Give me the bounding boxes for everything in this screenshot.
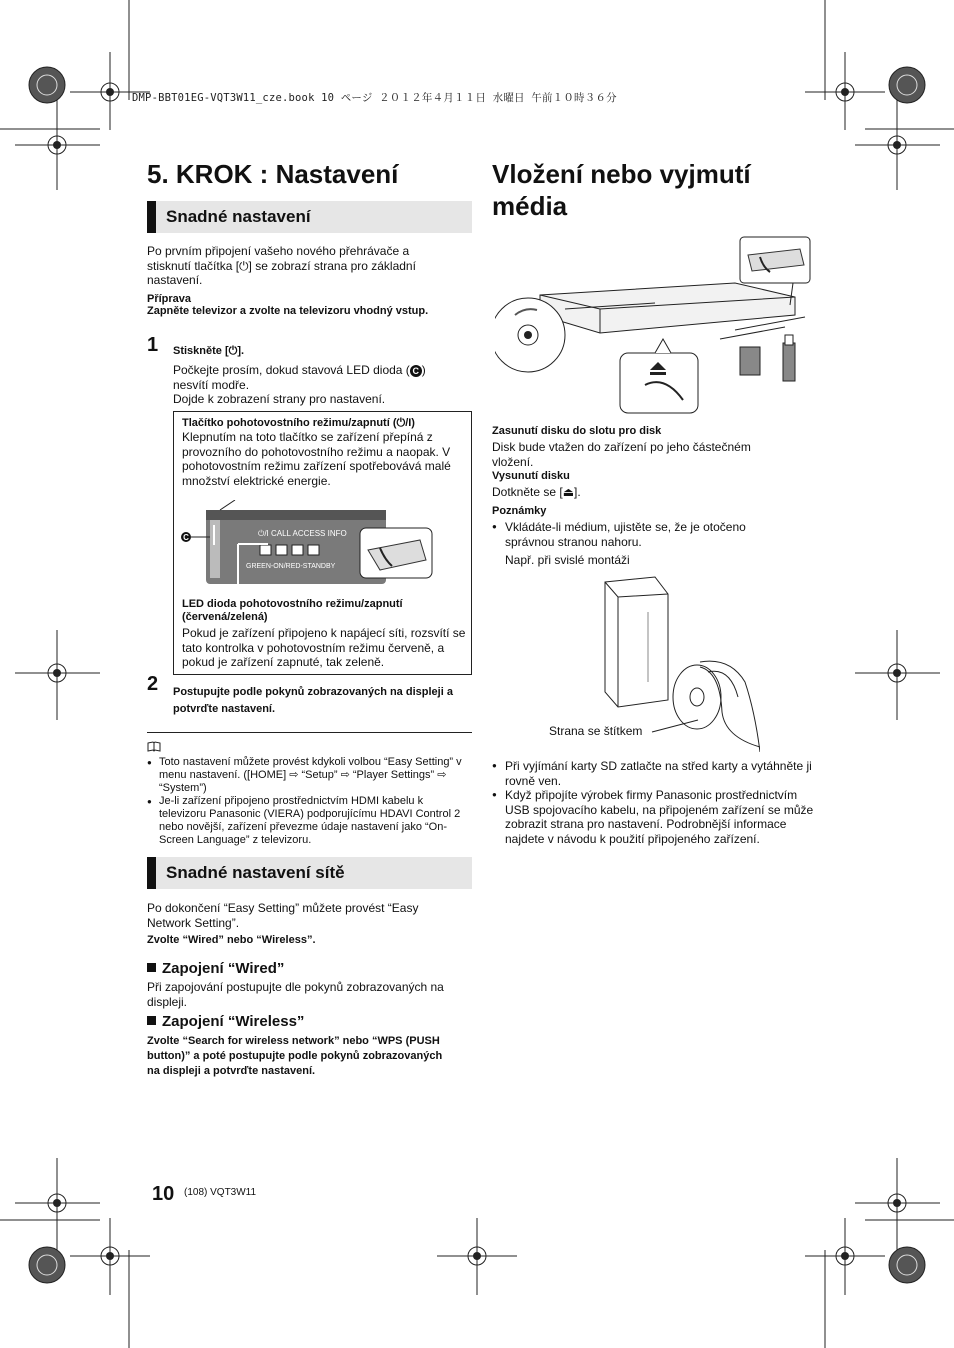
player-insert-illustration <box>495 235 815 417</box>
media-title: Vložení nebo vyjmutí média <box>492 159 751 221</box>
note-vertical: Např. při svislé montáži <box>505 553 630 567</box>
wireless-text: Zvolte “Search for wireless network” nebo “WPS (PUSH button)” a poté postupujte podle pokynů zobrazovaných na displeji a potvrďte nastavení. <box>147 1035 443 1077</box>
step-1-line2: nesvítí modře. <box>173 377 250 392</box>
note-item: ● Toto nastavení můžete provést kdykoli volbou “Easy Setting” v menu nastavení. ([HOME] ⇨ “Setup” ⇨ “Player Settings” ⇨ “System”) <box>147 756 472 795</box>
page-number: 10 <box>152 1183 175 1205</box>
note-item: ● Je-li zařízení připojeno prostřednictvím HDMI kabelu k televizoru Panasonic (VIERA) podporujícímu HDAVI Control 2 nebo novější, zařízení převezme údaje nastavení jako “On-Screen Language” z televizoru. <box>147 795 472 847</box>
standby-button-text: Klepnutím na toto tlačítko se zařízení přepíná z provozního do pohotovostního režimu a naopak. V pohotovostním režimu zařízení spotřebovává malé množství elektrické energie. <box>182 430 451 488</box>
label-side-caption: Strana se štítkem <box>549 724 643 738</box>
step-1-title: Stiskněte [⏻]. <box>173 345 245 357</box>
step-1-body <box>173 363 463 407</box>
svg-text:⏻/I CALL ACCESS INFO: ⏻/I CALL ACCESS INFO <box>258 529 347 538</box>
bullet-usb: ● Když připojíte výrobek firmy Panasonic prostřednictvím USB spojovacího kabelu, na připojeném zařízení se může zobrazit strana pro nastavení. Podrobnější informace najdete v návodu k použití připojeného zařízení. <box>492 788 817 846</box>
bullet-sd: ● Při vyjímání karty SD zatlačte na střed karty a vytáhněte ji rovně ven. <box>492 759 817 788</box>
insert-text: Disk bude vtažen do zařízení po jeho částečném vložení. <box>492 440 751 469</box>
page-title: 5. KROK : Nastavení <box>147 159 399 189</box>
svg-text:GREEN-ON/RED-STANDBY: GREEN-ON/RED-STANDBY <box>246 563 336 570</box>
step-1-line3: Dojde k zobrazení strany pro nastavení. <box>173 392 386 406</box>
file-header: DMP-BBT01EG-VQT3W11_cze.book 10 ページ ２０１２年４月１１日 水曜日 午前１０時３６分 <box>132 92 617 104</box>
prep-label: Příprava <box>147 293 192 305</box>
square-bullet-icon <box>147 1016 156 1025</box>
step-2-number: 2 <box>147 673 159 695</box>
eject-title: Vysunutí disku <box>492 470 570 482</box>
intro-text: Po prvním připojení vašeho nového přehrávače a stisknutí tlačítka [⏻] se zobrazí strana pro základní nastavení. <box>147 244 416 287</box>
led-text: Pokud je zařízení připojeno k napájecí síti, rozsvítí se tato kontrolka v pohotovostním režimu červeně, a pokud je zařízení zapnuté, tak zeleně. <box>182 626 466 669</box>
front-panel-illustration <box>180 500 440 592</box>
section-header-network: Snadné nastavení sítě <box>147 857 472 889</box>
standby-button-title: Tlačítko pohotovostního režimu/zapnutí (⏻/I) <box>182 417 415 429</box>
wireless-heading: Zapojení “Wireless” <box>147 1013 304 1031</box>
svg-text:C: C <box>183 533 189 542</box>
book-icon <box>147 741 161 752</box>
step-1-line1: Počkejte prosím, dokud stavová LED dioda ( C ) <box>173 363 426 377</box>
step-1-number: 1 <box>147 334 159 356</box>
led-title: LED dioda pohotovostního režimu/zapnutí (červená/zelená) <box>182 598 403 623</box>
note-orientation: ● Vkládáte-li médium, ujistěte se, že je otočeno správnou stranou nahoru. <box>492 520 795 549</box>
c-marker-icon: C <box>410 365 422 377</box>
step-2-text: Postupujte podle pokynů zobrazovaných na displeji a potvrďte nastavení. <box>173 686 453 715</box>
insert-title: Zasunutí disku do slotu pro disk <box>492 425 662 437</box>
notes-list <box>147 756 472 847</box>
network-choose: Zvolte “Wired” nebo “Wireless”. <box>147 934 316 946</box>
wired-heading: Zapojení “Wired” <box>147 960 284 978</box>
divider <box>147 732 472 733</box>
wired-text: Při zapojování postupujte dle pokynů zobrazovaných na displeji. <box>147 980 444 1009</box>
notes-title: Poznámky <box>492 505 547 517</box>
leader-line <box>650 718 700 738</box>
network-intro: Po dokončení “Easy Setting” můžete provést “Easy Network Setting”. <box>147 901 419 930</box>
eject-text: Dotkněte se [⏏]. <box>492 485 581 499</box>
document-code: (108) VQT3W11 <box>184 1187 257 1198</box>
section-header-easy-setting: Snadné nastavení <box>147 201 472 233</box>
media-bullets <box>492 759 817 846</box>
prep-text: Zapněte televizor a zvolte na televizoru vhodný vstup. <box>147 305 429 317</box>
square-bullet-icon <box>147 963 156 972</box>
